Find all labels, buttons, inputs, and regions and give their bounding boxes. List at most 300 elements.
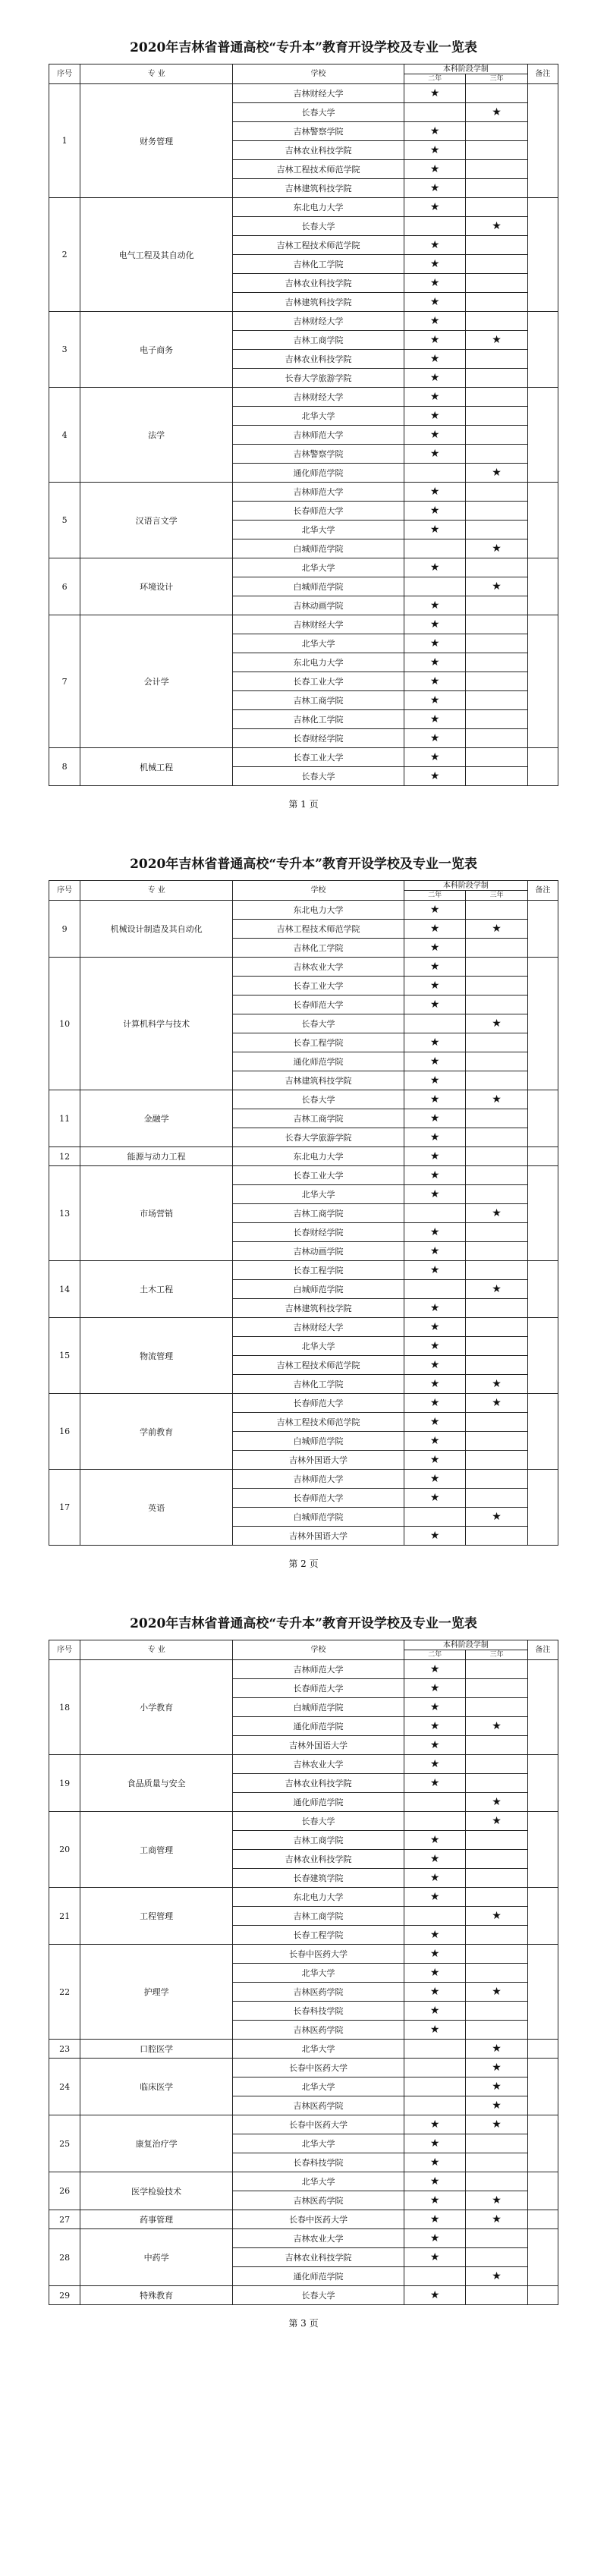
three-year-cell	[466, 198, 527, 217]
two-year-cell	[404, 1318, 465, 1337]
three-year-cell	[466, 464, 527, 483]
header-seq: 序号	[49, 64, 80, 84]
major-cell: 食品质量与安全	[80, 1755, 233, 1812]
star-icon: ★	[429, 1739, 440, 1751]
two-year-cell	[404, 1451, 465, 1470]
three-year-cell	[466, 1109, 527, 1128]
school-cell: 长春大学	[233, 217, 404, 236]
star-icon: ★	[492, 1378, 502, 1390]
star-icon: ★	[429, 1074, 440, 1087]
two-year-cell	[404, 179, 465, 198]
two-year-cell	[404, 995, 465, 1014]
star-icon: ★	[429, 1530, 440, 1542]
star-icon: ★	[429, 1948, 440, 1960]
school-cell: 长春工程学院	[233, 1033, 404, 1052]
header-three-year: 三年	[466, 74, 527, 84]
table-row	[49, 1945, 558, 1964]
school-cell: 通化师范学院	[233, 464, 404, 483]
document	[0, 36, 607, 2335]
school-cell: 长春大学旅游学院	[233, 369, 404, 388]
school-cell: 北华大学	[233, 1964, 404, 1983]
two-year-cell	[404, 596, 465, 615]
star-icon: ★	[429, 201, 440, 213]
major-cell: 环境设计	[80, 558, 233, 615]
header-major: 专 业	[80, 1640, 233, 1660]
school-cell: 白城师范学院	[233, 1698, 404, 1717]
school-cell: 长春财经学院	[233, 1223, 404, 1242]
seq-cell: 22	[49, 1945, 80, 2040]
page	[0, 1612, 607, 2335]
school-cell: 吉林师范大学	[233, 483, 404, 502]
seq-cell: 2	[49, 198, 80, 312]
star-icon: ★	[429, 429, 440, 441]
star-icon: ★	[429, 637, 440, 650]
seq-cell: 19	[49, 1755, 80, 1812]
school-cell: 长春工业大学	[233, 977, 404, 995]
star-icon: ★	[429, 561, 440, 574]
star-icon: ★	[429, 315, 440, 327]
seq-cell: 11	[49, 1090, 80, 1147]
school-cell: 吉林建筑科技学院	[233, 1299, 404, 1318]
two-year-cell	[404, 1033, 465, 1052]
majors-table	[49, 1640, 558, 2305]
header-note: 备注	[527, 881, 558, 901]
three-year-cell	[466, 1717, 527, 1736]
seq-cell: 26	[49, 2172, 80, 2210]
star-icon: ★	[429, 1492, 440, 1504]
star-icon: ★	[429, 1416, 440, 1428]
school-cell: 吉林财经大学	[233, 615, 404, 634]
school-cell: 吉林农业大学	[233, 958, 404, 977]
page-number: 第 3 页	[288, 2318, 319, 2329]
three-year-cell	[466, 236, 527, 255]
two-year-cell	[404, 293, 465, 312]
star-icon: ★	[429, 980, 440, 992]
header-two-year: 二年	[404, 74, 465, 84]
star-icon: ★	[429, 163, 440, 175]
three-year-cell	[466, 710, 527, 729]
star-icon: ★	[429, 296, 440, 308]
header-row	[49, 64, 558, 74]
seq-cell: 10	[49, 958, 80, 1090]
school-cell: 长春师范大学	[233, 995, 404, 1014]
seq-cell: 8	[49, 748, 80, 786]
school-cell: 吉林工商学院	[233, 1109, 404, 1128]
school-cell: 长春大学旅游学院	[233, 1128, 404, 1147]
three-year-cell	[466, 1223, 527, 1242]
school-cell: 吉林农业科技学院	[233, 274, 404, 293]
three-year-cell	[466, 122, 527, 141]
star-icon: ★	[429, 334, 440, 346]
school-cell: 吉林农业大学	[233, 2229, 404, 2248]
star-icon: ★	[429, 372, 440, 384]
note-cell	[527, 312, 558, 388]
three-year-cell	[466, 1356, 527, 1375]
note-cell	[527, 2286, 558, 2305]
seq-cell: 1	[49, 84, 80, 198]
seq-cell: 27	[49, 2210, 80, 2229]
three-year-cell	[466, 1242, 527, 1261]
seq-cell: 5	[49, 483, 80, 558]
school-cell: 吉林工商学院	[233, 331, 404, 350]
three-year-cell	[466, 1850, 527, 1869]
school-cell: 通化师范学院	[233, 1793, 404, 1812]
star-icon: ★	[429, 1986, 440, 1998]
three-year-cell	[466, 1052, 527, 1071]
note-cell	[527, 1888, 558, 1945]
two-year-cell	[404, 1489, 465, 1508]
star-icon: ★	[492, 1986, 502, 1998]
seq-cell: 3	[49, 312, 80, 388]
school-cell: 吉林外国语大学	[233, 1527, 404, 1546]
note-cell	[527, 1147, 558, 1166]
star-icon: ★	[429, 2194, 440, 2206]
three-year-cell	[466, 1185, 527, 1204]
two-year-cell	[404, 464, 465, 483]
seq-cell: 14	[49, 1261, 80, 1318]
star-icon: ★	[429, 182, 440, 194]
header-two-year: 二年	[404, 1650, 465, 1660]
star-icon: ★	[429, 391, 440, 403]
star-icon: ★	[429, 1777, 440, 1789]
school-cell: 长春大学	[233, 1014, 404, 1033]
three-year-cell	[466, 1793, 527, 1812]
three-year-cell	[466, 1337, 527, 1356]
star-icon: ★	[429, 2005, 440, 2017]
star-icon: ★	[429, 2175, 440, 2188]
table-row	[49, 1755, 558, 1774]
two-year-cell	[404, 2021, 465, 2040]
two-year-cell	[404, 1508, 465, 1527]
school-cell: 长春工业大学	[233, 672, 404, 691]
table-row	[49, 901, 558, 920]
note-cell	[527, 1755, 558, 1812]
two-year-cell	[404, 1698, 465, 1717]
school-cell: 吉林动画学院	[233, 596, 404, 615]
star-icon: ★	[429, 410, 440, 422]
table-row	[49, 312, 558, 331]
two-year-cell	[404, 2172, 465, 2191]
star-icon: ★	[492, 1207, 502, 1219]
three-year-cell	[466, 1983, 527, 2002]
star-icon: ★	[429, 448, 440, 460]
school-cell: 白城师范学院	[233, 1280, 404, 1299]
header-note: 备注	[527, 1640, 558, 1660]
major-cell: 机械工程	[80, 748, 233, 786]
star-icon: ★	[492, 1093, 502, 1106]
star-icon: ★	[429, 1302, 440, 1314]
school-cell: 长春中医药大学	[233, 2210, 404, 2229]
two-year-cell	[404, 1147, 465, 1166]
two-year-cell	[404, 1660, 465, 1679]
seq-cell: 28	[49, 2229, 80, 2286]
three-year-cell	[466, 1869, 527, 1888]
school-cell: 东北电力大学	[233, 1147, 404, 1166]
two-year-cell	[404, 748, 465, 767]
school-cell: 长春师范大学	[233, 502, 404, 521]
two-year-cell	[404, 577, 465, 596]
two-year-cell	[404, 1774, 465, 1793]
star-icon: ★	[429, 2289, 440, 2301]
school-cell: 吉林警察学院	[233, 445, 404, 464]
two-year-cell	[404, 1793, 465, 1812]
school-cell: 吉林工程技术师范学院	[233, 1413, 404, 1432]
note-cell	[527, 1090, 558, 1147]
three-year-cell	[466, 2059, 527, 2077]
school-cell: 北华大学	[233, 2040, 404, 2059]
star-icon: ★	[429, 1036, 440, 1049]
two-year-cell	[404, 274, 465, 293]
two-year-cell	[404, 407, 465, 426]
major-cell: 学前教育	[80, 1394, 233, 1470]
star-icon: ★	[429, 1188, 440, 1200]
header-major: 专 业	[80, 64, 233, 84]
star-icon: ★	[429, 2118, 440, 2131]
majors-table	[49, 64, 558, 786]
major-cell: 小学教育	[80, 1660, 233, 1755]
two-year-cell	[404, 312, 465, 331]
three-year-cell	[466, 2002, 527, 2021]
seq-cell: 24	[49, 2059, 80, 2115]
three-year-cell	[466, 2172, 527, 2191]
star-icon: ★	[429, 713, 440, 725]
page-number: 第 2 页	[288, 1558, 319, 1569]
two-year-cell	[404, 2040, 465, 2059]
school-cell: 长春大学	[233, 103, 404, 122]
school-cell: 吉林医药学院	[233, 1983, 404, 2002]
two-year-cell	[404, 388, 465, 407]
three-year-cell	[466, 1926, 527, 1945]
star-icon: ★	[429, 599, 440, 612]
two-year-cell	[404, 901, 465, 920]
school-cell: 吉林工商学院	[233, 1907, 404, 1926]
three-year-cell	[466, 217, 527, 236]
star-icon: ★	[492, 1511, 502, 1523]
three-year-cell	[466, 1375, 527, 1394]
three-year-cell	[466, 1812, 527, 1831]
two-year-cell	[404, 2229, 465, 2248]
note-cell	[527, 1261, 558, 1318]
three-year-cell	[466, 1774, 527, 1793]
page	[0, 853, 607, 1576]
school-cell: 吉林农业科技学院	[233, 1850, 404, 1869]
three-year-cell	[466, 901, 527, 920]
star-icon: ★	[492, 467, 502, 479]
two-year-cell	[404, 1394, 465, 1413]
school-cell: 吉林农业科技学院	[233, 1774, 404, 1793]
table-row	[49, 2210, 558, 2229]
major-cell: 工程管理	[80, 1888, 233, 1945]
star-icon: ★	[429, 1093, 440, 1106]
three-year-cell	[466, 2134, 527, 2153]
three-year-cell	[466, 1014, 527, 1033]
table-row	[49, 558, 558, 577]
two-year-cell	[404, 1432, 465, 1451]
seq-cell: 23	[49, 2040, 80, 2059]
major-cell: 电气工程及其自动化	[80, 198, 233, 312]
three-year-cell	[466, 2191, 527, 2210]
three-year-cell	[466, 539, 527, 558]
three-year-cell	[466, 1432, 527, 1451]
three-year-cell	[466, 1964, 527, 1983]
three-year-cell	[466, 274, 527, 293]
school-cell: 北华大学	[233, 2172, 404, 2191]
two-year-cell	[404, 1337, 465, 1356]
star-icon: ★	[429, 1169, 440, 1181]
three-year-cell	[466, 2096, 527, 2115]
major-cell: 护理学	[80, 1945, 233, 2040]
three-year-cell	[466, 407, 527, 426]
three-year-cell	[466, 426, 527, 445]
three-year-cell	[466, 1128, 527, 1147]
school-cell: 吉林工商学院	[233, 1204, 404, 1223]
school-cell: 长春大学	[233, 767, 404, 786]
two-year-cell	[404, 672, 465, 691]
star-icon: ★	[492, 1815, 502, 1827]
seq-cell: 7	[49, 615, 80, 748]
two-year-cell	[404, 1052, 465, 1071]
three-year-cell	[466, 1451, 527, 1470]
school-cell: 吉林建筑科技学院	[233, 1071, 404, 1090]
two-year-cell	[404, 1983, 465, 2002]
star-icon: ★	[492, 1720, 502, 1732]
star-icon: ★	[429, 1150, 440, 1162]
star-icon: ★	[429, 1929, 440, 1941]
page-title: 2020年吉林省普通高校“专升本”教育开设学校及专业一览表	[130, 40, 477, 55]
two-year-cell	[404, 1736, 465, 1755]
table-row	[49, 483, 558, 502]
note-cell	[527, 1660, 558, 1755]
two-year-cell	[404, 977, 465, 995]
three-year-cell	[466, 615, 527, 634]
table-row	[49, 1812, 558, 1831]
two-year-cell	[404, 1717, 465, 1736]
note-cell	[527, 1945, 558, 2040]
two-year-cell	[404, 1223, 465, 1242]
three-year-cell	[466, 596, 527, 615]
major-cell: 医学检验技术	[80, 2172, 233, 2210]
three-year-cell	[466, 2077, 527, 2096]
three-year-cell	[466, 388, 527, 407]
three-year-cell	[466, 2229, 527, 2248]
star-icon: ★	[429, 1112, 440, 1124]
header-seq: 序号	[49, 1640, 80, 1660]
three-year-cell	[466, 1508, 527, 1527]
three-year-cell	[466, 653, 527, 672]
note-cell	[527, 2210, 558, 2229]
school-cell: 东北电力大学	[233, 653, 404, 672]
three-year-cell	[466, 483, 527, 502]
two-year-cell	[404, 1850, 465, 1869]
star-icon: ★	[492, 2081, 502, 2093]
two-year-cell	[404, 1413, 465, 1432]
three-year-cell	[466, 1907, 527, 1926]
three-year-cell	[466, 2153, 527, 2172]
header-three-year: 三年	[466, 891, 527, 901]
school-cell: 东北电力大学	[233, 198, 404, 217]
three-year-cell	[466, 350, 527, 369]
star-icon: ★	[429, 2213, 440, 2225]
two-year-cell	[404, 1299, 465, 1318]
school-cell: 东北电力大学	[233, 901, 404, 920]
header-three-year: 三年	[466, 1650, 527, 1660]
school-cell: 吉林化工学院	[233, 255, 404, 274]
two-year-cell	[404, 1926, 465, 1945]
school-cell: 吉林财经大学	[233, 388, 404, 407]
school-cell: 北华大学	[233, 2077, 404, 2096]
two-year-cell	[404, 2002, 465, 2021]
two-year-cell	[404, 1869, 465, 1888]
three-year-cell	[466, 445, 527, 464]
star-icon: ★	[429, 239, 440, 251]
three-year-cell	[466, 672, 527, 691]
three-year-cell	[466, 1527, 527, 1546]
two-year-cell	[404, 1945, 465, 1964]
three-year-cell	[466, 293, 527, 312]
major-cell: 法学	[80, 388, 233, 483]
two-year-cell	[404, 2267, 465, 2286]
star-icon: ★	[429, 2137, 440, 2150]
school-cell: 吉林工程技术师范学院	[233, 920, 404, 939]
two-year-cell	[404, 1128, 465, 1147]
note-cell	[527, 748, 558, 786]
two-year-cell	[404, 1831, 465, 1850]
star-icon: ★	[429, 87, 440, 99]
table-row	[49, 958, 558, 977]
major-cell: 会计学	[80, 615, 233, 748]
star-icon: ★	[429, 751, 440, 763]
major-cell: 英语	[80, 1470, 233, 1546]
star-icon: ★	[429, 694, 440, 706]
two-year-cell	[404, 1907, 465, 1926]
three-year-cell	[466, 2267, 527, 2286]
two-year-cell	[404, 1166, 465, 1185]
school-cell: 吉林师范大学	[233, 1660, 404, 1679]
school-cell: 长春工业大学	[233, 1166, 404, 1185]
table-row	[49, 1394, 558, 1413]
star-icon: ★	[429, 144, 440, 156]
three-year-cell	[466, 2248, 527, 2267]
school-cell: 吉林工程技术师范学院	[233, 1356, 404, 1375]
header-school: 学校	[233, 881, 404, 901]
two-year-cell	[404, 2210, 465, 2229]
school-cell: 白城师范学院	[233, 577, 404, 596]
star-icon: ★	[429, 505, 440, 517]
three-year-cell	[466, 2021, 527, 2040]
two-year-cell	[404, 1755, 465, 1774]
seq-cell: 16	[49, 1394, 80, 1470]
two-year-cell	[404, 615, 465, 634]
three-year-cell	[466, 1945, 527, 1964]
three-year-cell	[466, 1413, 527, 1432]
school-cell: 白城师范学院	[233, 1508, 404, 1527]
two-year-cell	[404, 939, 465, 958]
school-cell: 北华大学	[233, 521, 404, 539]
school-cell: 长春大学	[233, 1090, 404, 1109]
page-title: 2020年吉林省普通高校“专升本”教育开设学校及专业一览表	[130, 1616, 477, 1631]
three-year-cell	[466, 558, 527, 577]
three-year-cell	[466, 748, 527, 767]
header-seq: 序号	[49, 881, 80, 901]
major-cell: 口腔医学	[80, 2040, 233, 2059]
school-cell: 通化师范学院	[233, 1052, 404, 1071]
school-cell: 吉林工程技术师范学院	[233, 160, 404, 179]
school-cell: 吉林医药学院	[233, 2021, 404, 2040]
three-year-cell	[466, 369, 527, 388]
school-cell: 吉林师范大学	[233, 1470, 404, 1489]
table-row	[49, 1147, 558, 1166]
three-year-cell	[466, 84, 527, 103]
